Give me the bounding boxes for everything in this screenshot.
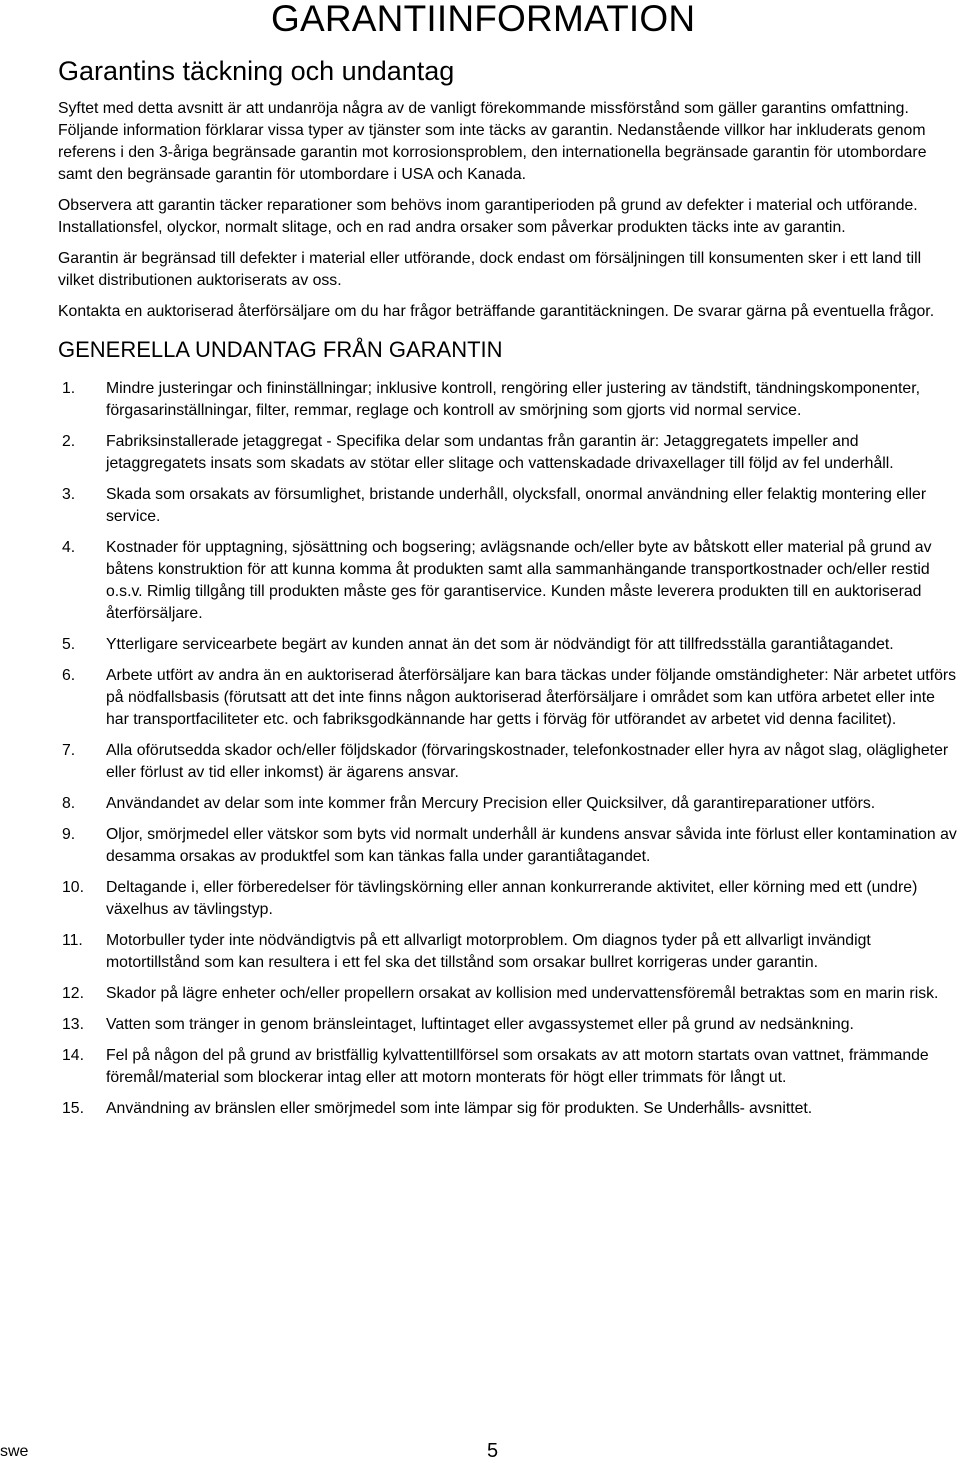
document-body [58, 98, 958, 1129]
list-item [58, 740, 958, 784]
list-item-number: 13. [62, 1016, 84, 1033]
list-item [58, 877, 958, 921]
list-item [58, 1098, 958, 1120]
list-item [58, 665, 958, 731]
list-item-text: Vatten som tränger in genom bränsleintaget, luftintaget eller avgassystemet eller på grund av nedsänkning. [106, 1016, 854, 1033]
list-item-number: 12. [62, 985, 84, 1002]
maintenance-section-link[interactable]: Underhålls- [667, 1100, 745, 1117]
list-item-number: 6. [62, 667, 76, 684]
list-item [58, 537, 958, 625]
list-item-number: 7. [62, 742, 76, 759]
list-item-number: 2. [62, 433, 76, 450]
list-item [58, 983, 958, 1005]
list-item [58, 634, 958, 656]
intro-paragraph-1: Syftet med detta avsnitt är att undanröja några av de vanligt förekommande missförstånd som gäller garantins omfattning. Följande information förklarar vissa typer av tjänster som inte täcks av garantin. Nedanstående villkor har inkluderats genom referens i den 3-åriga begränsade garantin mot korrosionsproblem, den internationella begränsade garantin för utombordare samt den begränsade garantin för utombordare i USA och Kanada. [58, 100, 927, 183]
list-item-number: 8. [62, 795, 76, 812]
list-item [58, 1045, 958, 1089]
list-item-text: Oljor, smörjmedel eller vätskor som byts vid normalt underhåll är kundens ansvar såvida inte förlust eller kontamination av desamma orsakas av produktfel som kan tänkas falla under garantiåtagandet. [106, 826, 957, 865]
list-item [58, 431, 958, 475]
list-item-text: Deltagande i, eller förberedelser för tävlingskörning eller annan konkurrerande aktivitet, eller körning med ett (undre) växelhus av tävlingstyp. [106, 879, 918, 918]
list-item [58, 1014, 958, 1036]
intro-paragraph-3: Garantin är begränsad till defekter i material eller utförande, dock endast om försäljningen till konsumenten sker i ett land till vilket distributionen auktoriserats av oss. [58, 250, 922, 289]
list-item [58, 793, 958, 815]
list-item-number: 1. [62, 380, 76, 397]
list-item-number: 10. [62, 879, 84, 896]
list-item-text [106, 1098, 958, 1120]
list-item-text: Fabriksinstallerade jetaggregat - Specifika delar som undantas från garantin är: Jetaggregatets impeller and jetaggregatets insats som skadats av stötar eller slitage och vattenskadade drivaxellager till följd av fel underhåll. [106, 433, 894, 472]
list-item-number: 15. [62, 1100, 84, 1117]
exclusions-heading: GENERELLA UNDANTAG FRÅN GARANTIN [58, 337, 503, 362]
list-item-text: Ytterligare servicearbete begärt av kunden annat än det som är nödvändigt för att tillfredsställa garantiåtagandet. [106, 636, 894, 653]
list-item-text: Arbete utfört av andra än en auktoriserad återförsäljare kan bara täckas under följande omständigheter: När arbetet utförs på nödfallsbasis (förutsatt att det inte finns någon auktoriserad återförsäljare i området som kan utföra arbetet eller inte har transportfaciliteter etc. och fabriksgodkännande har getts i förväg för utförandet av arbetet vid denna facilitet). [106, 667, 957, 728]
intro-paragraph-4: Kontakta en auktoriserad återförsäljare om du har frågor beträffande garantitäckningen. De svarar gärna på eventuella frågor. [58, 303, 935, 320]
list-item-text: Kostnader för upptagning, sjösättning och bogsering; avlägsnande och/eller byte av båtskott eller material på grund av båtens konstruktion för att kunna komma åt produkten samt alla sammanhängande transportkostnader och/eller restid o.s.v. Rimlig tillgång till produkten måste ges för garantiservice. Kunden måste leverera produkten till en auktoriserad återförsäljare. [106, 539, 932, 622]
list-item [58, 378, 958, 422]
list-item-number: 11. [62, 932, 83, 949]
list-item-text: Användandet av delar som inte kommer från Mercury Precision eller Quicksilver, då garantireparationer utförs. [106, 795, 876, 812]
list-item [58, 824, 958, 868]
list-item-number: 9. [62, 826, 76, 843]
list-item-text-before: Användning av bränslen eller smörjmedel som inte lämpar sig för produkten. Se [106, 1100, 668, 1117]
list-item-number: 5. [62, 636, 76, 653]
page-header-title: GARANTIINFORMATION [271, 0, 696, 39]
list-item-number: 3. [62, 486, 76, 503]
list-item-text: Alla oförutsedda skador och/eller följdskador (förvaringskostnader, telefonkostnader eller hyra av något slag, olägligheter eller förlust av tid eller inkomst) är ägarens ansvar. [106, 742, 949, 781]
list-item-text: Skador på lägre enheter och/eller propellern orsakat av kollision med undervattensföremål betraktas som en marin risk. [106, 985, 939, 1002]
section-title: Garantins täckning och undantag [58, 56, 455, 86]
footer-page-number: 5 [487, 1440, 499, 1462]
list-item-number: 4. [62, 539, 76, 556]
list-item-text: Mindre justeringar och fininställningar; inklusive kontroll, rengöring eller justering av tändstift, tändningskomponenter, förgasarinställningar, filter, remmar, reglage och kontroll av smörjning som gjorts vid normal service. [106, 380, 920, 419]
list-item [58, 930, 958, 974]
list-item [58, 484, 958, 528]
exclusions-list [58, 378, 958, 1120]
list-item-text: Fel på någon del på grund av bristfällig kylvattentillförsel som orsakats av att motorn startats ovan vattnet, främmande föremål/material som blockerar intag eller att motorn monterats för högt eller trimmats för långt ut. [106, 1047, 929, 1086]
list-item-text: Motorbuller tyder inte nödvändigtvis på ett allvarligt motorproblem. Om diagnos tyder på ett allvarligt invändigt motortillstånd som kan resultera i ett fel ska det tillstånd som orsakar bullret korrigeras under garantin. [106, 932, 871, 971]
list-item-text: Skada som orsakats av försumlighet, bristande underhåll, olycksfall, onormal användning eller felaktig montering eller service. [106, 486, 927, 525]
footer-language-code: swe [0, 1443, 29, 1460]
list-item-text-after: avsnittet. [744, 1100, 813, 1117]
intro-paragraph-2: Observera att garantin täcker reparationer som behövs inom garantiperioden på grund av defekter i material och utförande. Installationsfel, olyckor, normalt slitage, och en rad andra orsaker som påverkar produkten täcks inte av garantin. [58, 197, 918, 236]
list-item-number: 14. [62, 1047, 84, 1064]
